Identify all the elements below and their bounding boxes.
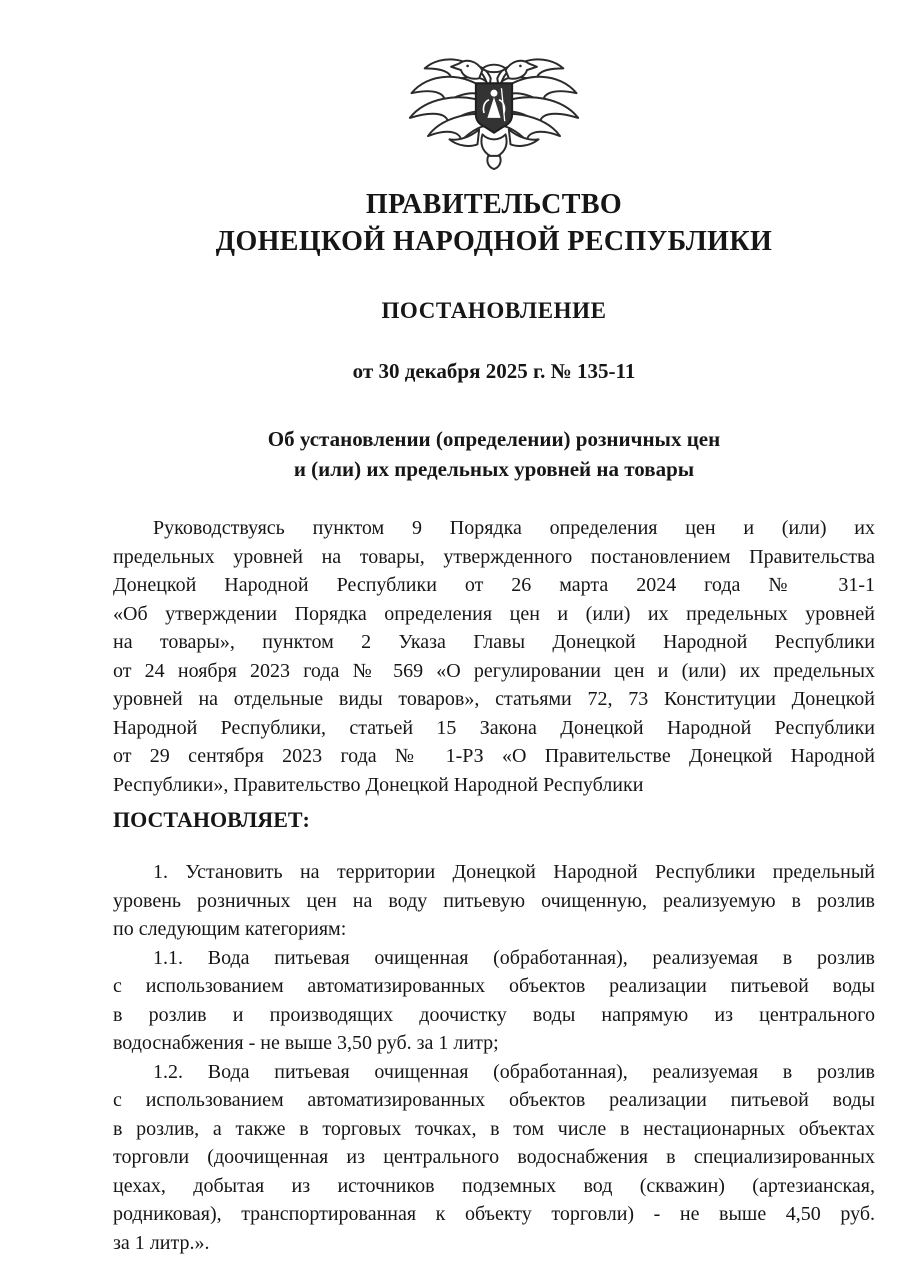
org-name — [113, 186, 875, 260]
org-name-line2: ДОНЕЦКОЙ НАРОДНОЙ РЕСПУБЛИКИ — [215, 226, 773, 257]
shield-icon — [476, 83, 512, 133]
clause-1-2 — [113, 1058, 875, 1258]
text-line: цехах, добытая из источников подземных вод (скважин) (артезианская, — [113, 1174, 875, 1197]
text-line: 1. Установить на территории Донецкой Народной Республики предельный — [153, 861, 875, 883]
text-line: родниковая), транспортированная к объекту торговли) - не выше 4,50 руб. — [113, 1203, 875, 1225]
org-name-line1: ПРАВИТЕЛЬСТВО — [365, 189, 623, 220]
text-line: предельных уровней на товары, утвержденного постановлением Правительства — [113, 545, 875, 568]
text-line: уровней на отдельные виды товаров», статьями 72, 73 Конституции Донецкой — [113, 688, 875, 710]
text-line: торговли (доочищенная из центрального водоснабжения в специализированных — [113, 1146, 875, 1168]
text-line: Народной Республики, статьей 15 Закона Донецкой Народной Республики — [113, 716, 875, 739]
text-line: с использованием автоматизированных объектов реализации питьевой воды — [113, 1089, 875, 1111]
clause-1-1 — [113, 944, 875, 1058]
text-line: водоснабжения - не выше 3,50 руб. за 1 литр; — [113, 1032, 499, 1054]
text-line: 1.1. Вода питьевая очищенная (обработанная), реализуемая в розлив — [153, 946, 875, 969]
text-line: от 24 ноября 2023 года № 569 «О регулировании цен и (или) их предельных — [113, 659, 875, 682]
text-line: Донецкой Народной Республики от 26 марта 2024 года № 31-1 — [113, 574, 875, 596]
text-line: на товары», пунктом 2 Указа Главы Донецкой Народной Республики — [113, 631, 875, 653]
dnr-coat-of-arms-icon — [399, 42, 589, 174]
text-line: Республики», Правительство Донецкой Народной Республики — [113, 773, 644, 796]
text-line: за 1 литр.». — [113, 1231, 210, 1254]
doc-type-heading: ПОСТАНОВЛЕНИЕ — [381, 298, 607, 323]
text-line: «Об утверждении Порядка определения цен и (или) их предельных уровней — [113, 602, 875, 625]
text-line: 1.2. Вода питьевая очищенная (обработанная), реализуемая в розлив — [153, 1060, 875, 1083]
text-line: Руководствуясь пунктом 9 Порядка определения цен и (или) их — [153, 517, 875, 539]
doc-date-number: от 30 декабря 2025 г. № 135-11 — [352, 359, 636, 383]
text-line: от 29 сентября 2023 года № 1-РЗ «О Правительстве Донецкой Народной — [113, 745, 875, 767]
text-line: с использованием автоматизированных объектов реализации питьевой воды — [113, 975, 875, 997]
clause-1 — [113, 858, 875, 944]
doc-subject-line1: Об установлении (определении) розничных цен — [267, 427, 721, 451]
text-line: в розлив, а также в торговых точках, в том числе в нестационарных объектах — [113, 1117, 875, 1140]
double-headed-eagle-icon — [399, 42, 589, 174]
text-line: по следующим категориям: — [113, 918, 347, 940]
doc-subject-line2: и (или) их предельных уровней на товары — [293, 457, 695, 481]
resolves-heading: ПОСТАНОВЛЯЕТ: — [113, 807, 310, 832]
doc-subject — [113, 424, 875, 484]
preamble-paragraph — [113, 514, 875, 799]
text-line: в розлив и производящих доочистку воды напрямую из центрального — [113, 1003, 875, 1026]
document-page — [113, 0, 875, 1257]
text-line: уровень розничных цен на воду питьевую очищенную, реализуемую в розлив — [113, 889, 875, 912]
